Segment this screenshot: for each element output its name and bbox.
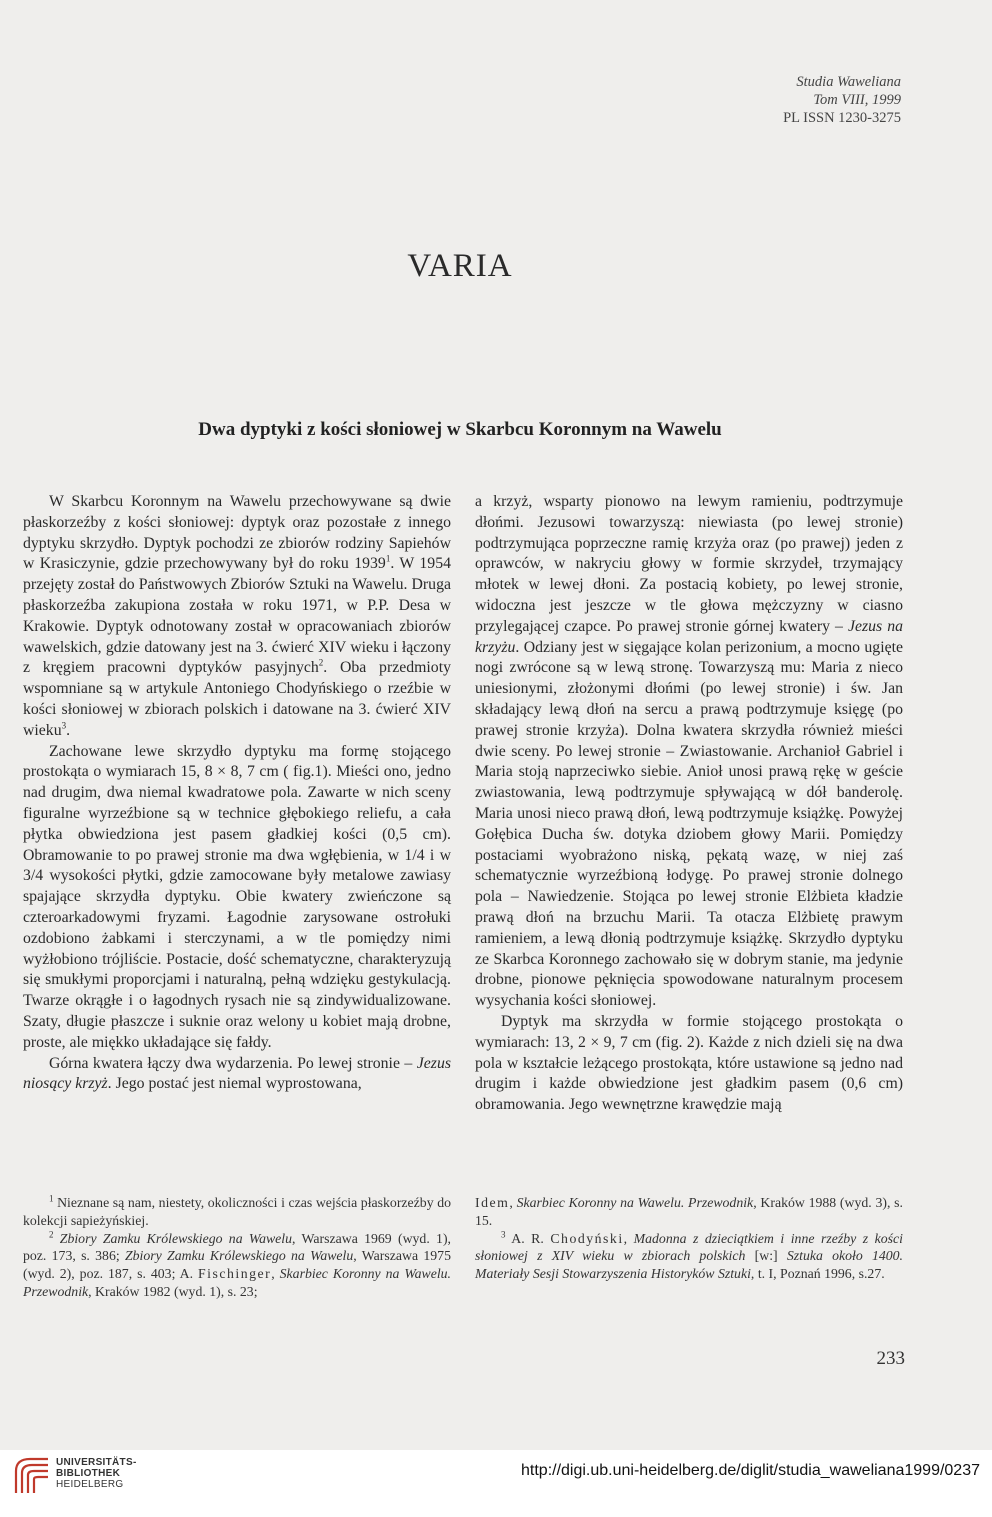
citation-text: , Warszawa 1969 (wyd. 1), poz. 173, s. 386; [23,1230,451,1264]
library-name-line-3: HEIDELBERG [56,1479,124,1490]
paragraph-4 [475,492,903,1012]
citation-text: , [509,1195,517,1210]
footnote-2-continued [475,1194,903,1230]
library-name [56,1457,137,1490]
citation-title: Skarbiec Koronny na Wawelu. Przewodnik [23,1266,452,1299]
citation-title: Zbiory Zamku Królewskiego na Wawelu [53,1230,293,1246]
citation-title: Skarbiec Koronny na Wawelu. Przewodnik [516,1195,754,1210]
citation-title: Sztuka około 1400. Materiały Sesji Stowarzyszenia Historyków Sztuki [475,1248,903,1282]
footnote-1-text: Nieznane są nam, niestety, okoliczności i czas wejścia płaskorzeźby do kolekcji sapieżyńskiej. [23,1195,451,1228]
citation-title: Zbiory Zamku Królewskiego na Wawelu [124,1248,354,1264]
article-title: Dwa dyptyki z kości słoniowej w Skarbcu Koronnym na Wawelu [198,419,722,440]
footnote-ref-2: 2 [318,658,324,669]
journal-volume: Tom VIII, 1999 [813,92,901,108]
paragraph-4-text-a: a krzyż, wsparty pionowo na lewym ramieniu, podtrzymuje dłońmi. Jezusowi towarzyszą: niewiasta (po lewej stronie) podtrzymująca poprzeczne ramię krzyża oraz (po prawej) jeden z oprawców, w nakryciu głowy w formie skrzydeł, trzymający młotek w lewej dłoni. Za postacią kobiety, po lewej stronie, widoczna jest jeszcze w tle głowa mężczyzny w ciasno przylegającej czapce. Po prawej stronie górnej kwatery – [475,493,903,635]
paragraph-2: Zachowane lewe skrzydło dyptyku ma formę stojącego prostokąta o wymiarach 15, 8 × 8, 7 cm ( fig.1). Mieści ono, jedno nad drugim, dwa niemal kwadratowe pola. Zawarte w nich sceny figuralne wyrzeźbione są w technice głębokiego reliefu, a cała płytka obwiedziona jest pasem gładkiej kości (0,5 cm). Obramowanie to po prawej stronie ma dwa wgłębienia, w 1/4 i w 3/4 wysokości płytki, gdzie zamocowane były metalowe zawiasy spajające skrzydła dyptyku. Obie kwatery zwieńczone są czteroarkadowymi fryzami. Łagodnie zarysowane ostrołuki ozdobiono żabkami i sterczynami, a w tle pomiędzy nimi wyżłobiono trójliście. Postacie, dość schematyczne, charakteryzują się smukłymi proporcjami i naturalną, pełną wdzięku gestykulacją. Twarze okrągłe i o łagodnych rysach nie są zindywidualizowane. Szaty, długie płaszcze i suknie oraz welony u kobiet mają drobne, proste, ale miękko układające się fałdy. [23,742,451,1051]
paragraph-1 [23,492,451,742]
scene-title-jesus-carrying-cross: Jezus niosący krzyż [23,1054,451,1093]
journal-header [783,73,901,127]
footnote-2 [23,1230,451,1301]
citation-author: Fischinger [197,1266,272,1282]
citation-author: Idem [475,1195,510,1210]
paragraph-3 [23,1054,451,1096]
footnote-2-number: 2 [49,1229,54,1239]
source-url-link[interactable]: http://digi.ub.uni-heidelberg.de/diglit/studia_waweliana1999/0237 [521,1462,980,1479]
paragraph-5: Dyptyk ma skrzydła w formie stojącego prostokąta o wymiarach: 13, 2 × 9, 7 cm (fig. 2). Każde z nich dzieli się na dwa pola w kształcie leżącego prostokąta, które ustawione są jedno nad drugim i każde obwiedzione jest gładkim pasem (0,6 cm) obramowania. Jego wewnętrzne krawędzie mają [475,1012,903,1114]
paragraph-1-text-d: . [66,721,71,739]
footnote-3-number: 3 [501,1229,506,1239]
paragraph-3-text-b: . Jego postać jest niemal wyprostowana, [107,1075,362,1093]
paragraph-1-text-b: . W 1954 przejęty został do Państwowych Zbiorów Sztuki na Wawelu. Druga płaskorzeźba zakupiona została w roku 1971, w P.P. Desa w Krakowie. Dyptyk odnotowany został w opracowaniach zbiorów wawelskich, gdzie datowany jest na 3. ćwierć XIV wieku i łączony z kręgiem pracowni dyptyków pasyjnych [23,555,452,677]
footnote-ref-3: 3 [61,720,67,731]
paragraph-3-text-a: Górna kwatera łączy dwa wydarzenia. Po lewej stronie – [49,1054,417,1072]
page-number: 233 [876,1348,905,1369]
footnote-3 [475,1230,903,1283]
citation-text: , [271,1266,280,1282]
body-column-left [23,492,451,1095]
citation-text: A. R. [505,1230,551,1246]
citation-title: Madonna z dzieciątkiem i inne rzeźby z kości słoniowej z XIV wieku w zbiorach polskich [475,1230,903,1264]
paragraph-4-text-b: . Odziany jest w sięgające kolan perizonium, a mocno ugięte nogi zwrócone są w lewą stronę. Towarzyszą mu: Maria z nieco uniesionymi, złożonymi dłońmi (po lewej stronie) i św. Jan składający lewą dłoń na sercu a prawą podtrzymuje księgę (po prawej stronie krzyża). Dolna kwatera skrzydła również mieści dwie sceny. Po lewej stronie – Zwiastowanie. Archanioł Gabriel i Maria stoją naprzeciwko siebie. Anioł unosi prawą rękę w geście zwiastowania, lewą podtrzymuje spływającą w dół banderolę. Maria unosi nieco prawą dłoń, lewą podtrzymuje książkę. Powyżej Gołębica Ducha św. dotyka dziobem głowy Marii. Pomiędzy postaciami wyobrażono niską, pękatą wazę, w niej zaś schematycznie wyrzeźbioną łodygę. Po prawej stronie dolnego pola – Nawiedzenie. Stojąca po lewej stronie Elżbieta kładzie prawą dłoń na brzuchu Marii. Ta otacza Elżbietę prawym ramieniem, a lewą dłonią podtrzymuje książkę. Skrzydło dyptyku ze Skarbca Koronnego zachowało się w dobrym stanie, ma jedynie drobne, pionowe pęknięcia spowodowane naturalnym procesem wysychania kości słoniowej. [475,638,903,1010]
journal-name: Studia Waweliana [796,74,901,90]
journal-issn: PL ISSN 1230-3275 [783,110,901,126]
footnote-1 [23,1194,451,1230]
paragraph-1-text-c: . Oba przedmioty wspomniane są w artykule Antoniego Chodyńskiego o rzeźbie w kości słoniowej w zbiorach polskich i datowane na 3. ćwierć XIV wieku [23,659,451,739]
footnote-ref-1: 1 [385,554,391,565]
citation-text: , [623,1230,634,1246]
citation-author: Chodyński [550,1230,624,1246]
section-title: VARIA [407,248,513,284]
citation-text: [w:] [745,1248,787,1264]
footnotes-left [23,1194,451,1301]
library-logo-icon [10,1455,52,1497]
footnotes-right [475,1194,903,1283]
library-name-line-1: UNIVERSITÄTS- [56,1457,137,1468]
scene-title-jesus-on-cross: Jezus na krzyżu [475,617,903,656]
footnote-1-number: 1 [49,1193,54,1204]
citation-text: , Kraków 1982 (wyd. 1), s. 23; [88,1283,258,1299]
paragraph-1-text-a: W Skarbcu Koronnym na Wawelu przechowywane są dwie płaskorzeźby z kości słoniowej: dyptyk oraz pozostałe z innego dyptyku skrzydło. Dyptyk pochodzi ze zbiorów rodziny Sapiehów w Krasiczynie, gdzie przechowywany był do roku 1939 [23,493,451,573]
library-name-line-2: BIBLIOTHEK [56,1468,121,1479]
citation-text: , t. I, Poznań 1996, s.27. [750,1266,885,1282]
citation-text: , Warszawa 1975 (wyd. 2), poz. 187, s. 403; A. [23,1248,451,1282]
citation-text: , Kraków 1988 (wyd. 3), s. 15. [475,1195,903,1228]
body-column-right [475,492,903,1116]
digitization-footer [0,1450,992,1517]
